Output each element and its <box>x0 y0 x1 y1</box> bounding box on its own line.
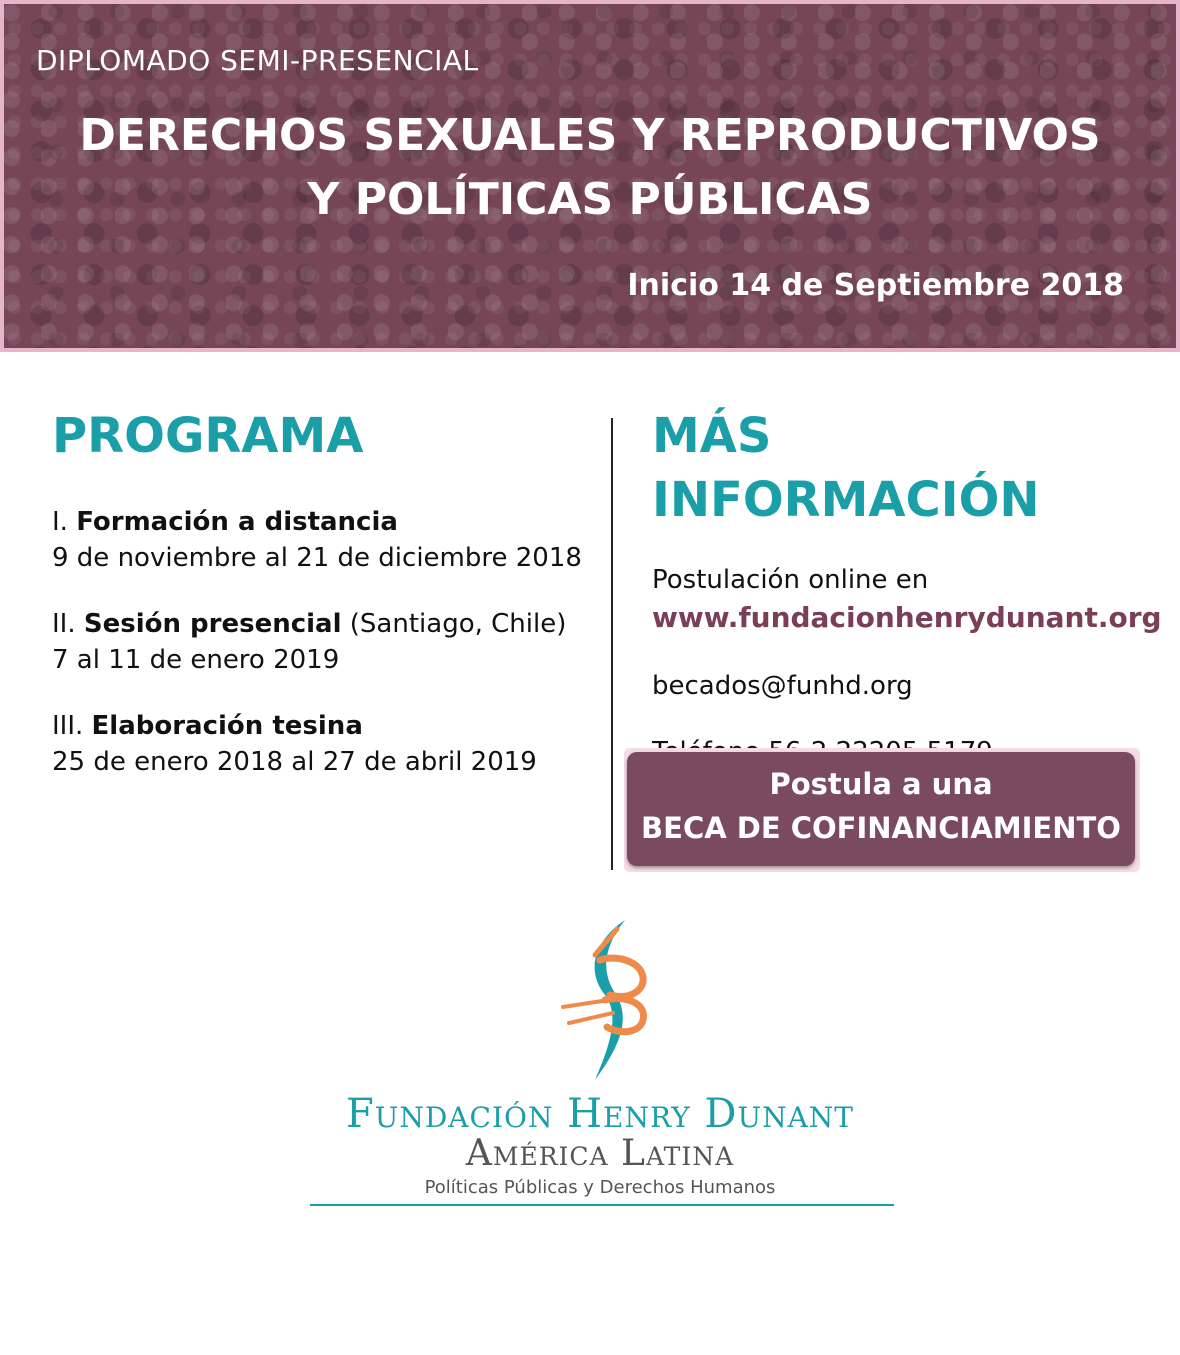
start-date: Inicio 14 de Septiembre 2018 <box>627 268 1124 303</box>
item-dates: 7 al 11 de enero 2019 <box>52 645 340 675</box>
page-title <box>4 104 1176 232</box>
column-divider <box>611 418 613 870</box>
program-type-label: DIPLOMADO SEMI-PRESENCIAL <box>36 44 479 77</box>
title-line-2: Y POLÍTICAS PÚBLICAS <box>307 174 873 225</box>
scholarship-button-frame <box>624 748 1140 872</box>
scholarship-button[interactable] <box>627 752 1135 866</box>
programa-item-2 <box>52 606 602 678</box>
email-address[interactable]: becados@funhd.org <box>652 671 913 701</box>
info-heading: MÁS INFORMACIÓN <box>652 408 1040 528</box>
header-banner <box>0 0 1180 352</box>
logo-region: América Latina <box>465 1133 735 1174</box>
logo-foundation-name: Fundación Henry Dunant <box>346 1091 854 1137</box>
programa-section <box>52 404 602 780</box>
logo-underline <box>310 1204 894 1206</box>
programa-item-3 <box>52 708 602 780</box>
item-dates: 25 de enero 2018 al 27 de abril 2019 <box>52 747 537 777</box>
scholarship-button-line-1: Postula a una <box>769 767 993 801</box>
logo-tagline: Políticas Públicas y Derechos Humanos <box>424 1177 776 1198</box>
item-number: II. <box>52 609 84 639</box>
foundation-emblem-icon <box>555 915 665 1085</box>
scholarship-button-line-2: BECA DE COFINANCIAMIENTO <box>641 811 1121 845</box>
item-title: Sesión presencial <box>83 609 342 639</box>
title-line-1: DERECHOS SEXUALES Y REPRODUCTIVOS <box>79 110 1101 161</box>
item-title: Formación a distancia <box>76 507 398 537</box>
item-dates: 9 de noviembre al 21 de diciembre 2018 <box>52 543 582 573</box>
item-number: I. <box>52 507 77 537</box>
apply-text: Postulación online en <box>652 565 929 595</box>
item-location: (Santiago, Chile) <box>341 609 567 639</box>
website-link[interactable]: www.fundacionhenrydunant.org <box>652 601 1162 634</box>
foundation-logo <box>300 905 900 1215</box>
programa-item-1 <box>52 504 602 576</box>
item-number: III. <box>52 711 92 741</box>
item-title: Elaboración tesina <box>91 711 363 741</box>
info-section <box>652 404 1162 770</box>
programa-heading: PROGRAMA <box>52 408 364 464</box>
